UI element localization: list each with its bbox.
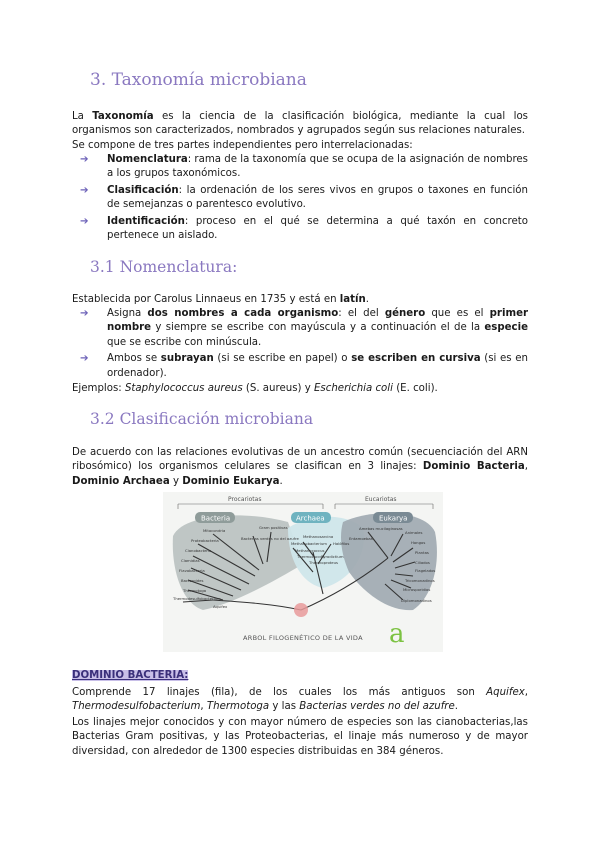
procariotas-label: Procariotas (228, 496, 262, 503)
branch-label-mitocondria: Mitocondria (203, 528, 226, 533)
bacteria-domain-paragraph-2: Los linajes mejor conocidos y con mayor número de especies son las cianobacterias,las Bacterias Gram positivas, y las Proteobacterias, el linaje más numeroso y de mayor diversidad, con alrededor de 1300 especies distribuidas en 384 géneros. (72, 717, 528, 757)
branch-label-methanosarcina: Methanosarcina (303, 534, 334, 539)
branch-label-methanococcus: Methanococcus (295, 548, 325, 553)
branch-label-microsporidios: Microsporidios (403, 587, 431, 592)
branch-label-ciliados: Ciliados (415, 560, 430, 565)
figure-caption: ARBOL FILOGENÉTICO DE LA VIDA (243, 634, 363, 642)
branch-label-flagelados: Flagelados (415, 568, 436, 573)
list-item: ➔ Clasificación: la ordenación de los seres vivos en grupos o taxones en función de semejanzas o parentesco evolutivo. (80, 184, 528, 211)
taxonomy-intro: La Taxonomía es la ciencia de la clasificación biológica, mediante la cual los organismos son caracterizados, nombrados y agrupados según sus relaciones naturales. (72, 111, 528, 137)
phylogenetic-tree-figure (163, 492, 443, 652)
nomenclature-established: Establecida por Carolus Linnaeus en 1735 y está en latín. (72, 294, 370, 305)
branch-label-aquifex: Aquifex (213, 604, 228, 609)
branch-label-flavobacteria: Flavobacteria (179, 568, 205, 573)
branch-label-thermotoga: Thermotoga (183, 588, 207, 593)
branch-label-pyrodictium: Pyrodictium (321, 554, 344, 559)
branch-label-thermoproteus: Thermoproteus (309, 560, 338, 565)
section-3-title: 3. Taxonomía microbiana (90, 70, 307, 90)
arrow-icon: ➔ (80, 215, 89, 227)
branch-label-thermodesulfobacterium: Thermodesulfobacterium (173, 596, 221, 601)
branch-label-diplomonadinos: Diplomonadinos (401, 598, 432, 603)
branch-label-halofilos: Halófilos (333, 541, 350, 546)
eukarya-label: Eukarya (379, 514, 408, 523)
section-3-1-title: 3.1 Nomenclatura: (90, 258, 238, 276)
branch-label-verdes-no-azufre: Bacterias verdes no del azufre (241, 536, 299, 541)
branch-label-plantas: Plantas (415, 550, 429, 555)
branch-label-tricomonadinos: Tricomonadinos (405, 578, 435, 583)
green-a-logo: a (389, 619, 405, 649)
branch-label-proteobacteria: Proteobacteria (191, 538, 219, 543)
branch-label-amebas: Amebas mucilaginosas (359, 526, 403, 531)
list-item: ➔ Nomenclatura: rama de la taxonomía que se ocupa de la asignación de nombres a los grupos taxonómicos. (80, 154, 528, 180)
bacteria-domain-heading-line (72, 669, 528, 683)
taxonomy-composed: Se compone de tres partes independientes pero interrelacionadas: (72, 140, 413, 151)
arrow-icon: ➔ (80, 184, 89, 196)
branch-label-methanobacterium: Methanobacterium (291, 541, 327, 546)
archaea-label: Archaea (296, 514, 325, 523)
branch-label-clamidias: Clamidias (181, 558, 200, 563)
branch-label-thermococcus: Thermococcus (297, 554, 325, 559)
branch-label-bacteroides: Bacteroides (181, 578, 204, 583)
list-item: ➔ Asigna dos nombres a cada organismo: el del género que es el primer nombre y siempre se escribe con mayúscula y a continuación el de la especie que se escribe con minúscula. (80, 308, 528, 348)
section-3-2-title: 3.2 Clasificación microbiana (90, 410, 314, 428)
nomenclature-examples: Ejemplos: Staphylococcus aureus (S. aureus) y Escherichia coli (E. coli). (72, 383, 438, 394)
root-ancestor-node (294, 603, 308, 617)
bacteria-domain-heading: DOMINIO BACTERIA: (72, 670, 189, 681)
bacteria-domain-paragraph-1: Comprende 17 linajes (fila), de los cuales los más antiguos son Aquifex, Thermodesulfobacterium, Thermotoga y las Bacterias verdes no del azufre. (72, 687, 528, 713)
arrow-icon: ➔ (80, 353, 89, 365)
eucariotas-label: Eucariotas (365, 496, 397, 503)
phylogenetic-tree-graphic (163, 492, 443, 652)
taxonomy-parts-list (72, 153, 528, 245)
bacteria-label: Bacteria (201, 514, 231, 523)
classification-paragraph: De acuerdo con las relaciones evolutivas de un ancestro común (secuenciación del ARN ribosómico) los organismos celulares se clasifican en 3 linajes: Dominio Bacteria, Dominio Archaea y Dominio Eukarya. (72, 447, 528, 487)
arrow-icon: ➔ (80, 154, 89, 165)
arrow-icon: ➔ (80, 308, 89, 319)
list-item: ➔ Ambos se subrayan (si se escribe en papel) o se escriben en cursiva (si es en ordenador). (80, 353, 528, 379)
branch-label-hongos: Hongos (411, 540, 426, 545)
branch-label-animales: Animales (405, 530, 423, 535)
branch-label-gram-positivas: Gram positivas (259, 525, 288, 530)
nomenclature-list (72, 307, 528, 383)
branch-label-entamoebas: Entamoebas (349, 536, 373, 541)
list-item: ➔ Identificación: proceso en el qué se determina a qué taxón en concreto pertenece un aislado. (80, 215, 528, 242)
branch-label-cianobacteria: Cianobacteria (185, 548, 212, 553)
